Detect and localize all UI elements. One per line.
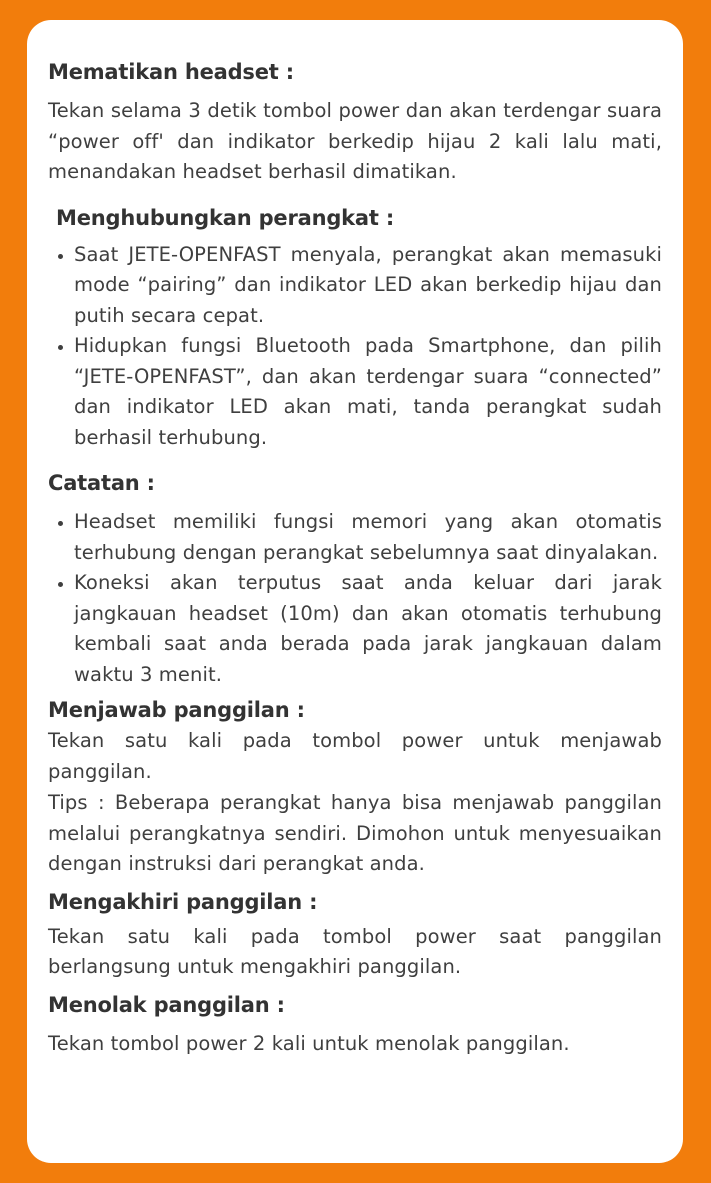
reject-call-text: Tekan tombol power 2 kali untuk menolak panggilan. [48, 1031, 570, 1055]
connect-list [48, 240, 662, 454]
turn-off-text: Tekan selama 3 detik tombol power dan akan terdengar suara “power off' dan indikator berkedip hijau 2 kali lalu mati, menandakan headset berhasil dimatikan. [48, 99, 662, 183]
heading-reject-call: Menolak panggilan : [48, 992, 285, 1017]
notes-list [48, 507, 662, 690]
heading-notes: Catatan : [48, 471, 155, 495]
list-item: • Headset memiliki fungsi memori yang akan otomatis terhubung dengan perangkat sebelumnya saat dinyalakan. [74, 507, 662, 568]
heading-answer-call: Menjawab panggilan : [48, 698, 305, 722]
list-item: • Hidupkan fungsi Bluetooth pada Smartphone, dan pilih “JETE-OPENFAST”, dan akan terdengar suara “connected” dan indikator LED akan mati, tanda perangkat sudah berhasil terhubung. [74, 331, 662, 453]
list-item: • Saat JETE-OPENFAST menyala, perangkat akan memasuki mode “pairing” dan indikator LED akan berkedip hijau dan putih secara cepat. [74, 240, 662, 332]
end-call-text: Tekan satu kali pada tombol power saat panggilan berlangsung untuk mengakhiri panggilan. [48, 924, 662, 978]
heading-turn-off: Mematikan headset : [48, 60, 294, 84]
heading-end-call: Mengakhiri panggilan : [48, 889, 318, 914]
list-item: • Koneksi akan terputus saat anda keluar dari jarak jangkauan headset (10m) dan akan otomatis terhubung kembali saat anda berada pada jarak jangkauan dalam waktu 3 menit. [74, 568, 662, 690]
answer-call-tips: Tips : Beberapa perangkat hanya bisa menjawab panggilan melalui perangkatnya sendiri. Dimohon untuk menyesuaikan dengan instruksi dari perangkat anda. [48, 791, 662, 875]
instruction-card [27, 20, 683, 1163]
heading-connect: Menghubungkan perangkat : [56, 205, 395, 230]
answer-call-text: Tekan satu kali pada tombol power untuk menjawab panggilan. [48, 729, 662, 783]
